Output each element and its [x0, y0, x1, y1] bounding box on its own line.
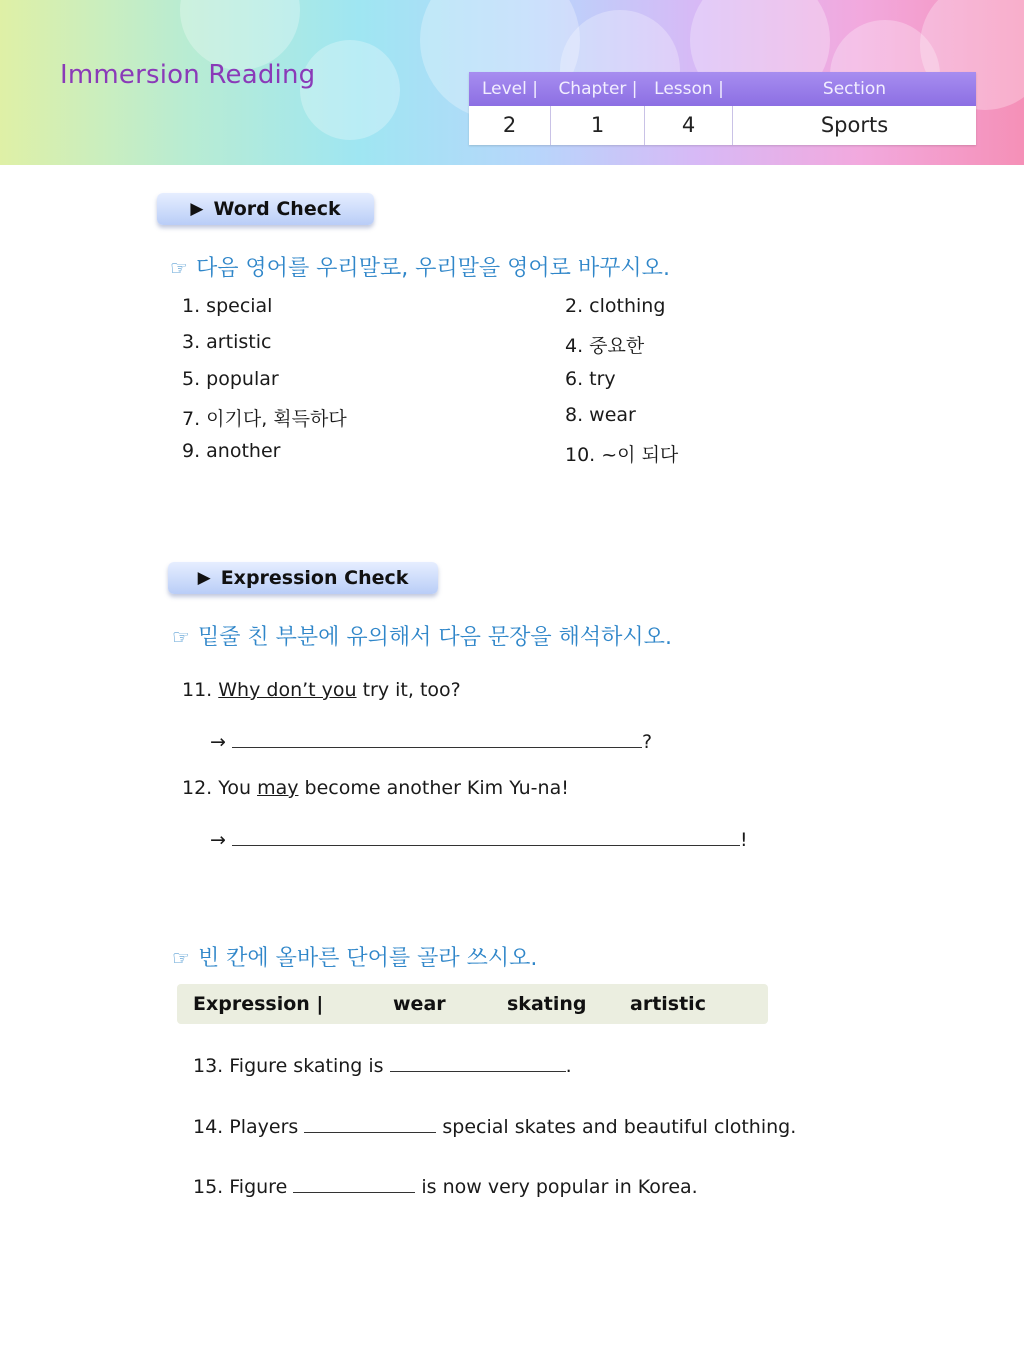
question-14: [193, 1114, 796, 1138]
question-13-blank[interactable]: [390, 1053, 566, 1072]
arrow-icon: →: [210, 829, 226, 851]
question-13-post: .: [565, 1055, 572, 1077]
option-wear: wear: [393, 993, 446, 1015]
option-artistic: artistic: [630, 993, 706, 1015]
word-item-9: 9. another: [182, 440, 281, 462]
fill-blank-instruction-text: 빈 칸에 올바른 단어를 골라 쓰시오.: [197, 946, 538, 971]
word-item-5: 5. popular: [182, 368, 279, 390]
question-14-post: special skates and beautiful clothing.: [442, 1116, 797, 1138]
question-11: [182, 679, 461, 701]
expression-word-box: [177, 984, 768, 1024]
word-item-10: 10. ~이 되다: [565, 444, 679, 466]
word-item-1: 1. special: [182, 295, 273, 317]
section-value: Sports: [820, 113, 889, 137]
chapter-value: 1: [551, 106, 645, 145]
question-14-pre: 14. Players: [193, 1116, 299, 1138]
question-15-blank[interactable]: [293, 1174, 415, 1193]
expression-check-tab: [168, 562, 438, 594]
word-check-title: Word Check: [213, 198, 341, 220]
word-item-2: 2. clothing: [565, 295, 666, 317]
expression-check-instruction-text: 밑줄 친 부분에 유의해서 다음 문장을 해석하시오.: [197, 625, 672, 650]
expression-check-instruction: [172, 620, 672, 651]
header-banner: [0, 0, 1024, 165]
word-item-7: 7. 이기다, 획득하다: [182, 408, 347, 430]
question-12-rest: become another Kim Yu-na!: [304, 777, 569, 799]
brand-title: Immersion Reading: [60, 60, 316, 90]
arrow-icon: →: [210, 731, 226, 753]
question-15-pre: 15. Figure: [193, 1176, 288, 1198]
play-triangle-icon: ▶: [190, 199, 204, 219]
expression-box-label: Expression |: [193, 993, 324, 1015]
question-12-underlined: may: [257, 777, 299, 799]
level-header: Level |: [481, 79, 538, 99]
word-item-3: 3. artistic: [182, 331, 272, 353]
lesson-info-table: [469, 72, 976, 145]
pointing-hand-icon: ☞: [170, 256, 188, 280]
lesson-info-header: [469, 72, 976, 106]
question-15: [193, 1174, 698, 1198]
question-13-pre: 13. Figure skating is: [193, 1055, 384, 1077]
word-item-8: 8. wear: [565, 404, 636, 426]
question-13: [193, 1053, 572, 1077]
question-12-pre: 12. You: [182, 777, 252, 799]
option-skating: skating: [507, 993, 587, 1015]
question-14-blank[interactable]: [304, 1114, 436, 1133]
fill-blank-instruction: [172, 941, 537, 972]
question-12: [182, 777, 569, 799]
question-15-post: is now very popular in Korea.: [421, 1176, 698, 1198]
lesson-info-values: [469, 106, 976, 145]
expression-check-title: Expression Check: [220, 567, 409, 589]
chapter-header: Chapter |: [558, 79, 638, 99]
question-11-number: 11.: [182, 679, 213, 701]
question-11-underlined: Why don’t you: [218, 679, 357, 701]
answer-11-end: ?: [641, 731, 653, 753]
answer-12-blank[interactable]: [232, 827, 740, 846]
question-11-rest: try it, too?: [362, 679, 461, 701]
word-item-4: 4. 중요한: [565, 335, 645, 357]
word-item-6: 6. try: [565, 368, 616, 390]
answer-11-blank[interactable]: [232, 729, 642, 748]
play-triangle-icon: ▶: [197, 568, 211, 588]
pointing-hand-icon: ☞: [172, 625, 190, 649]
level-value: 2: [469, 106, 551, 145]
lesson-value: 4: [645, 106, 733, 145]
answer-12-end: !: [739, 829, 748, 851]
lesson-header: Lesson |: [654, 79, 724, 99]
section-header: Section: [822, 79, 887, 99]
pointing-hand-icon: ☞: [172, 946, 190, 970]
answer-11-line: [210, 729, 652, 753]
word-check-instruction-text: 다음 영어를 우리말로, 우리말을 영어로 바꾸시오.: [195, 256, 670, 281]
word-check-instruction: [170, 251, 670, 282]
word-check-tab: [157, 193, 374, 225]
answer-12-line: [210, 827, 748, 851]
